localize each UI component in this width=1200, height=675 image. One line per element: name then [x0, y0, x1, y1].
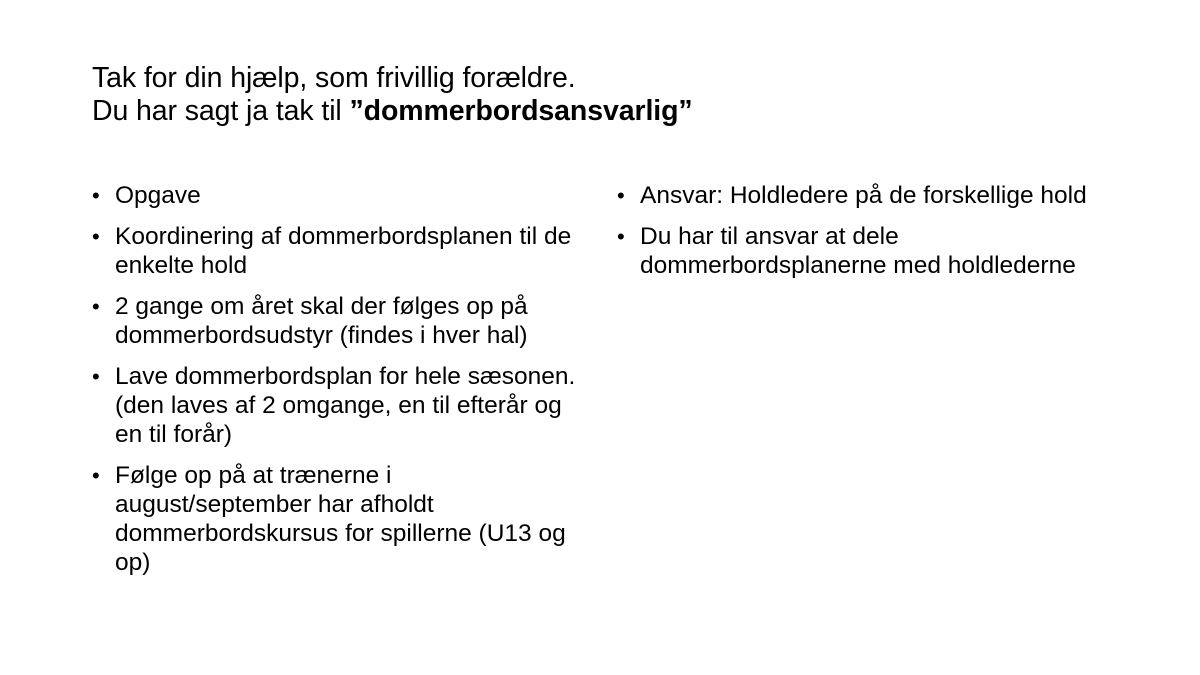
- list-item-text: 2 gange om året skal der følges op på dommerbordsudstyr (findes i hver hal): [115, 293, 528, 349]
- list-item: [92, 461, 592, 577]
- list-item: [617, 181, 1087, 210]
- list-item-text: Koordinering af dommerbordsplanen til de enkelte hold: [115, 223, 572, 279]
- list-item: [92, 292, 592, 350]
- right-bullet-list: [617, 181, 1087, 292]
- list-item: [92, 181, 592, 210]
- bullet-icon: •: [617, 183, 625, 208]
- role-name: ”dommerbordsansvarlig”: [349, 95, 693, 127]
- list-item-text: Lave dommerbordsplan for hele sæsonen. (den laves af 2 omgange, en til efterår og en til forår): [115, 363, 576, 448]
- left-bullet-list: [92, 181, 592, 589]
- title-line-2-prefix: Du har sagt ja tak til: [92, 95, 350, 127]
- list-item: [92, 222, 592, 280]
- list-item: [92, 362, 592, 449]
- list-item-text: Følge op på at trænerne i august/september har afholdt dommerbordskursus for spillerne (U13 og op): [115, 462, 566, 576]
- list-item-text: Opgave: [115, 182, 201, 209]
- list-item-text: Du har til ansvar at dele dommerbordsplanerne med holdlederne: [640, 223, 1076, 279]
- bullet-icon: •: [92, 224, 100, 249]
- bullet-icon: •: [617, 224, 625, 249]
- bullet-icon: •: [92, 183, 100, 208]
- bullet-icon: •: [92, 463, 100, 488]
- list-item: [617, 222, 1087, 280]
- list-item-text: Ansvar: Holdledere på de forskellige hold: [640, 182, 1087, 209]
- title-line-2: [92, 95, 1092, 128]
- title-line-1: Tak for din hjælp, som frivillig forældre.: [92, 62, 576, 94]
- bullet-icon: •: [92, 294, 100, 319]
- bullet-icon: •: [92, 364, 100, 389]
- slide-title: [92, 62, 1092, 128]
